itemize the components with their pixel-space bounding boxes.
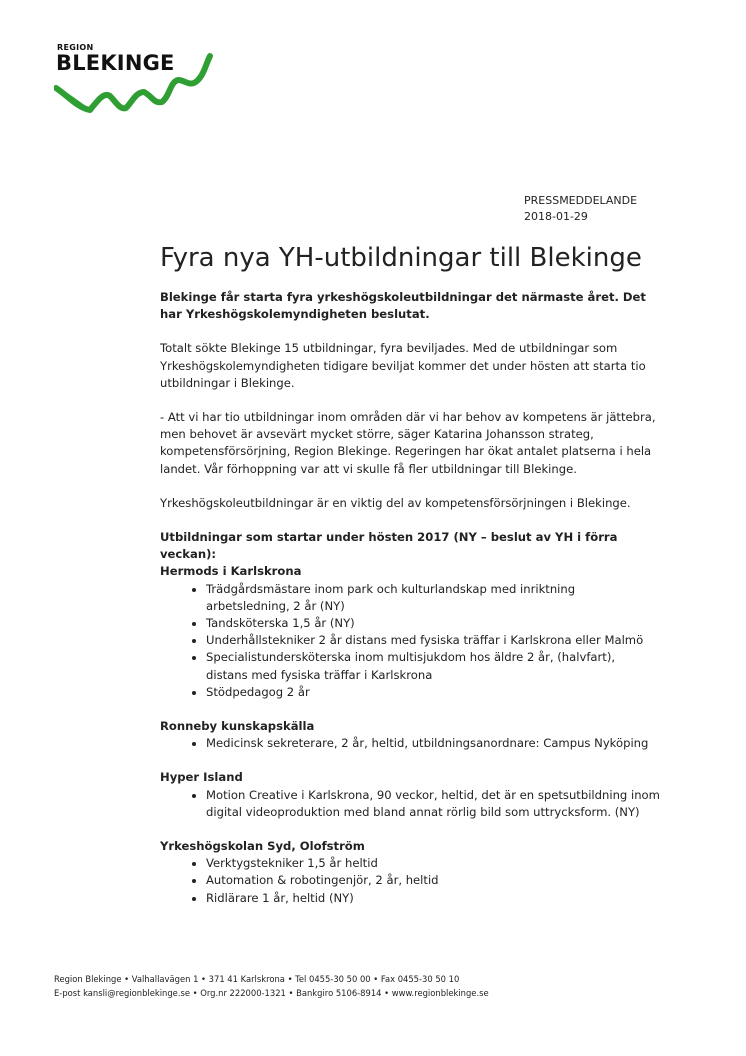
list-item: • Ridlärare 1 år, heltid (NY) [206,890,660,907]
course-list [160,787,660,821]
list-item: • Underhållstekniker 2 år distans med fysiska träffar i Karlskrona eller Malmö [206,632,660,649]
footer-contact-line: E-post kansli@regionblekinge.se • Org.nr 222000-1321 • Bankgiro 5106-8914 • www.regionblekinge.se [54,987,489,998]
list-item: • Motion Creative i Karlskrona, 90 veckor, heltid, det är en spetsutbildning inom digital videoproduktion med bland annat rörlig bild som uttrycksform. (NY) [206,787,660,821]
list-item: • Automation & robotingenjör, 2 år, heltid [206,872,660,889]
press-date: 2018-01-29 [524,210,588,223]
footer [54,973,489,1001]
lead-paragraph: Blekinge får starta fyra yrkeshögskoleutbildningar det närmaste året. Det har Yrkeshögskolemyndigheten beslutat. [160,290,646,322]
school-heading: Hermods i Karlskrona [160,564,302,579]
body-paragraph: Totalt sökte Blekinge 15 utbildningar, fyra beviljades. Med de utbildningar som Yrkeshögskolemyndigheten tidigare beviljat kommer det under hösten att starta tio utbildningar i Blekinge. [160,341,646,390]
footer-contact-line: Region Blekinge • Valhallavägen 1 • 371 41 Karlskrona • Tel 0455-30 50 00 • Fax 0455-30 50 10 [54,974,460,984]
list-item: • Specialistundersköterska inom multisjukdom hos äldre 2 år, (halvfart), distans med fysiska träffar i Karlskrona [206,649,660,683]
body-paragraph: Yrkeshögskoleutbildningar är en viktig del av kompetensförsörjningen i Blekinge. [160,495,631,510]
list-item: • Stödpedagog 2 år [206,684,660,701]
course-list [160,581,660,701]
article-body [160,289,660,924]
course-list [160,735,660,752]
school-heading: Yrkeshögskolan Syd, Olofström [160,839,365,854]
school-heading: Ronneby kunskapskälla [160,719,315,734]
logo-region-text: REGION [57,43,94,52]
course-list [160,855,660,907]
logo-name-text: BLEKINGE [56,51,175,75]
list-item: • Tandsköterska 1,5 år (NY) [206,615,660,632]
list-item: • Medicinsk sekreterare, 2 år, heltid, utbildningsanordnare: Campus Nyköping [206,735,660,752]
page-title: Fyra nya YH-utbildningar till Blekinge [160,243,642,273]
list-item: • Trädgårdsmästare inom park och kulturlandskap med inriktning arbetsledning, 2 år (NY) [206,581,660,615]
list-item: • Verktygstekniker 1,5 år heltid [206,855,660,872]
school-heading: Hyper Island [160,770,243,785]
body-paragraph: - Att vi har tio utbildningar inom områden där vi har behov av kompetens är jättebra, men behovet är avsevärt mycket större, säger Katarina Johansson strateg, kompetensförsörjning, Region Blekinge. Regeringen har ökat antalet platserna i hela landet. Vår förhoppning var att vi skulle få fler utbildningar till Blekinge. [160,410,656,476]
logo-wave-icon [54,40,214,120]
region-blekinge-logo [54,40,214,120]
list-intro-heading: Utbildningar som startar under hösten 2017 (NY – beslut av YH i förra veckan): [160,530,618,562]
press-header [524,193,637,225]
press-type: PRESSMEDDELANDE [524,194,638,207]
